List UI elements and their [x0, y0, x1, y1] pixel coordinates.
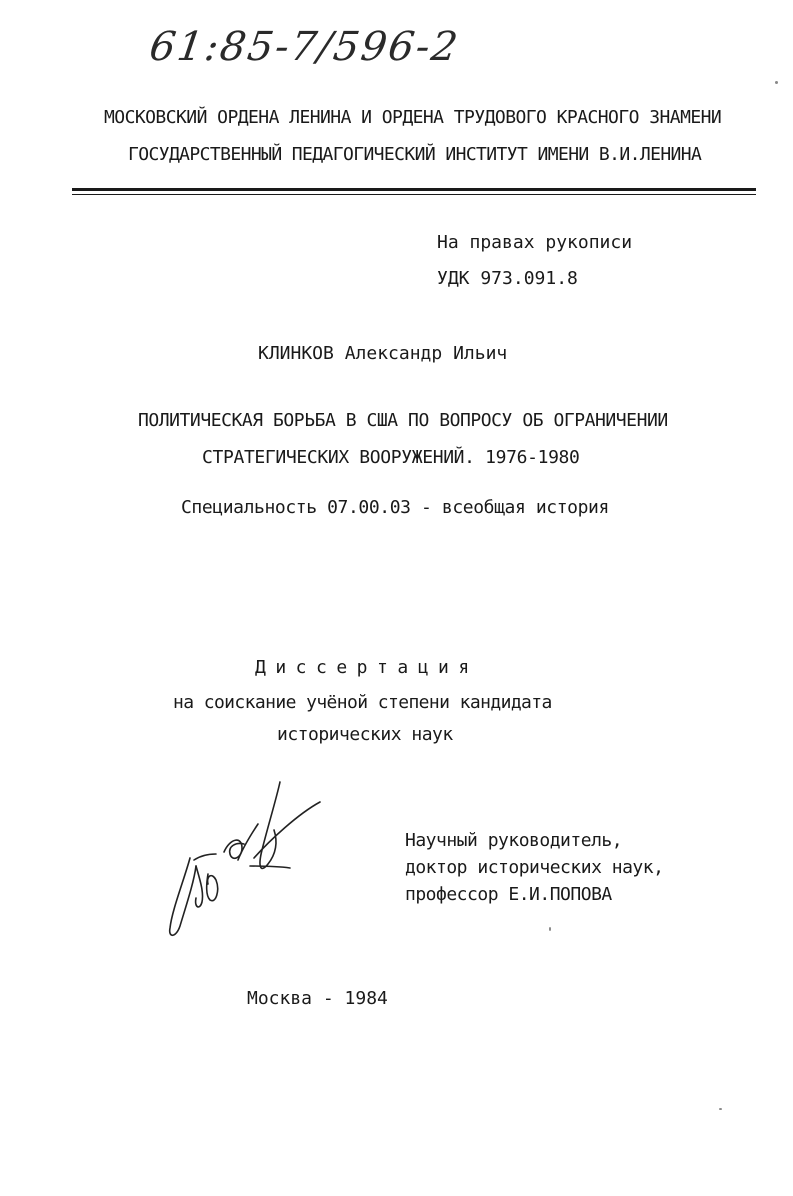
supervisor-degree: доктор исторических наук,	[405, 857, 664, 878]
degree-line-1: на соискание учёной степени кандидата	[173, 692, 552, 713]
institution-line-2: ГОСУДАРСТВЕННЫЙ ПЕДАГОГИЧЕСКИЙ ИНСТИТУТ ИМЕНИ В.И.ЛЕНИНА	[128, 144, 702, 165]
manuscript-rights: На правах рукописи	[437, 232, 633, 253]
supervisor-title: Научный руководитель,	[405, 830, 623, 851]
header-divider-thick	[72, 188, 756, 191]
header-divider-thin	[72, 194, 756, 195]
title-line-2: СТРАТЕГИЧЕСКИХ ВООРУЖЕНИЙ. 1976-1980	[202, 447, 580, 468]
specialty: Специальность 07.00.03 - всеобщая история	[181, 497, 609, 518]
scan-speck	[719, 1108, 722, 1110]
document-type-heading: Диссертация	[255, 657, 479, 678]
udc-code: УДК 973.091.8	[437, 268, 578, 289]
title-line-1: ПОЛИТИЧЕСКАЯ БОРЬБА В США ПО ВОПРОСУ ОБ ОГРАНИЧЕНИИ	[138, 410, 668, 431]
supervisor-name: профессор Е.И.ПОПОВА	[405, 884, 612, 905]
place-and-year: Москва - 1984	[247, 988, 388, 1009]
scan-speck	[549, 927, 551, 931]
scan-speck	[775, 81, 778, 84]
signature	[150, 770, 330, 950]
institution-line-1: МОСКОВСКИЙ ОРДЕНА ЛЕНИНА И ОРДЕНА ТРУДОВОГО КРАСНОГО ЗНАМЕНИ	[104, 107, 722, 128]
degree-line-2: исторических наук	[277, 724, 453, 745]
archive-code: 61:85-7/596-2	[146, 24, 463, 70]
author-name: КЛИНКОВ Александр Ильич	[258, 343, 508, 364]
